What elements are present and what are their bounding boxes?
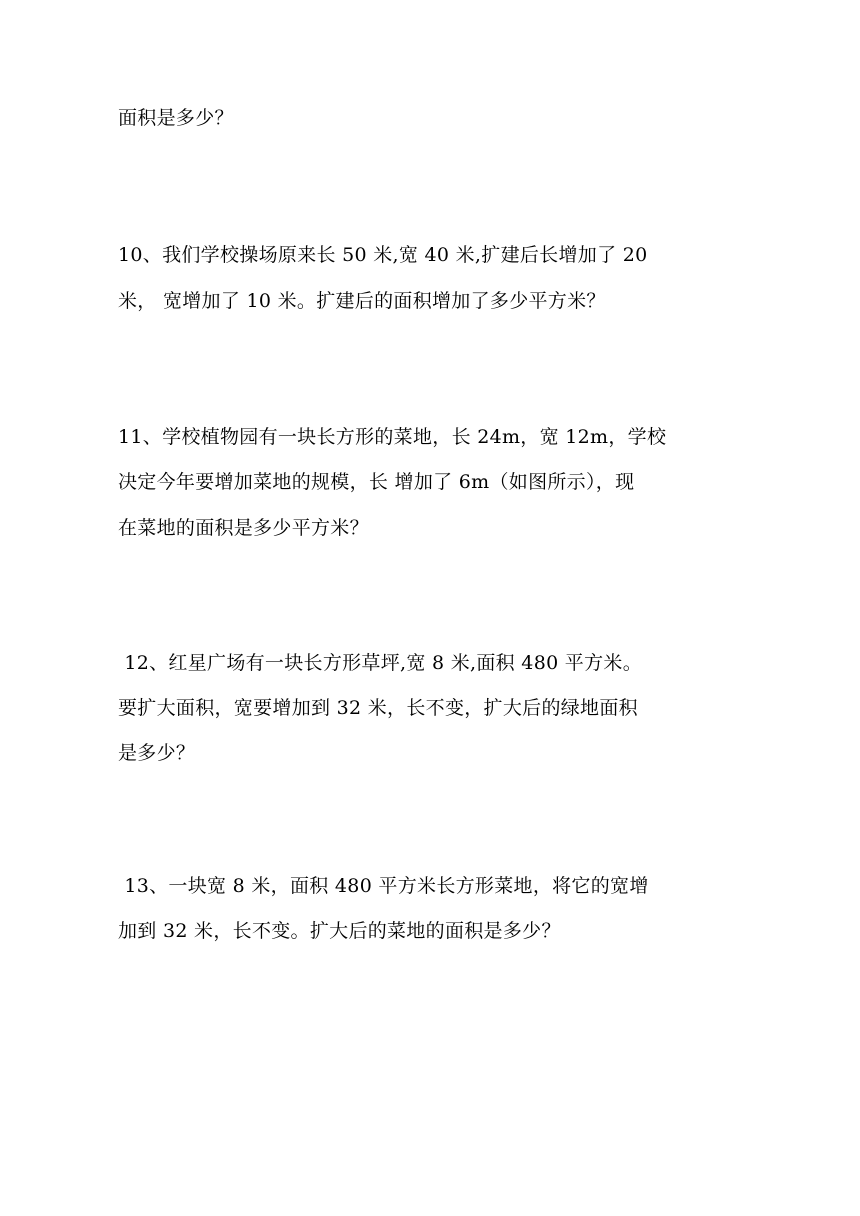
fragment-line-1: 面积是多少？ (118, 107, 234, 129)
question-11-line-1: 11、学校植物园有一块长方形的菜地，长 24m，宽 12m，学校 (118, 426, 667, 448)
question-12-line-1: 12、红星广场有一块长方形草坪,宽 8 米,面积 480 平方米。 (118, 652, 643, 674)
question-12-line-2: 要扩大面积，宽要增加到 32 米，长不变，扩大后的绿地面积 (118, 697, 638, 719)
question-11-line-3: 在菜地的面积是多少平方米？ (118, 517, 369, 539)
question-13-line-2: 加到 32 米，长不变。扩大后的菜地的面积是多少？ (118, 920, 561, 942)
question-10-line-2: 米， 宽增加了 10 米。扩建后的面积增加了多少平方米？ (118, 290, 606, 312)
question-10-line-1: 10、我们学校操场原来长 50 米,宽 40 米,扩建后长增加了 20 (118, 244, 648, 266)
question-11-line-2: 决定今年要增加菜地的规模，长 增加了 6m（如图所示），现 (118, 471, 635, 493)
question-13-line-1: 13、一块宽 8 米，面积 480 平方米长方形菜地，将它的宽增 (118, 875, 649, 897)
question-12-line-3: 是多少？ (118, 742, 196, 764)
